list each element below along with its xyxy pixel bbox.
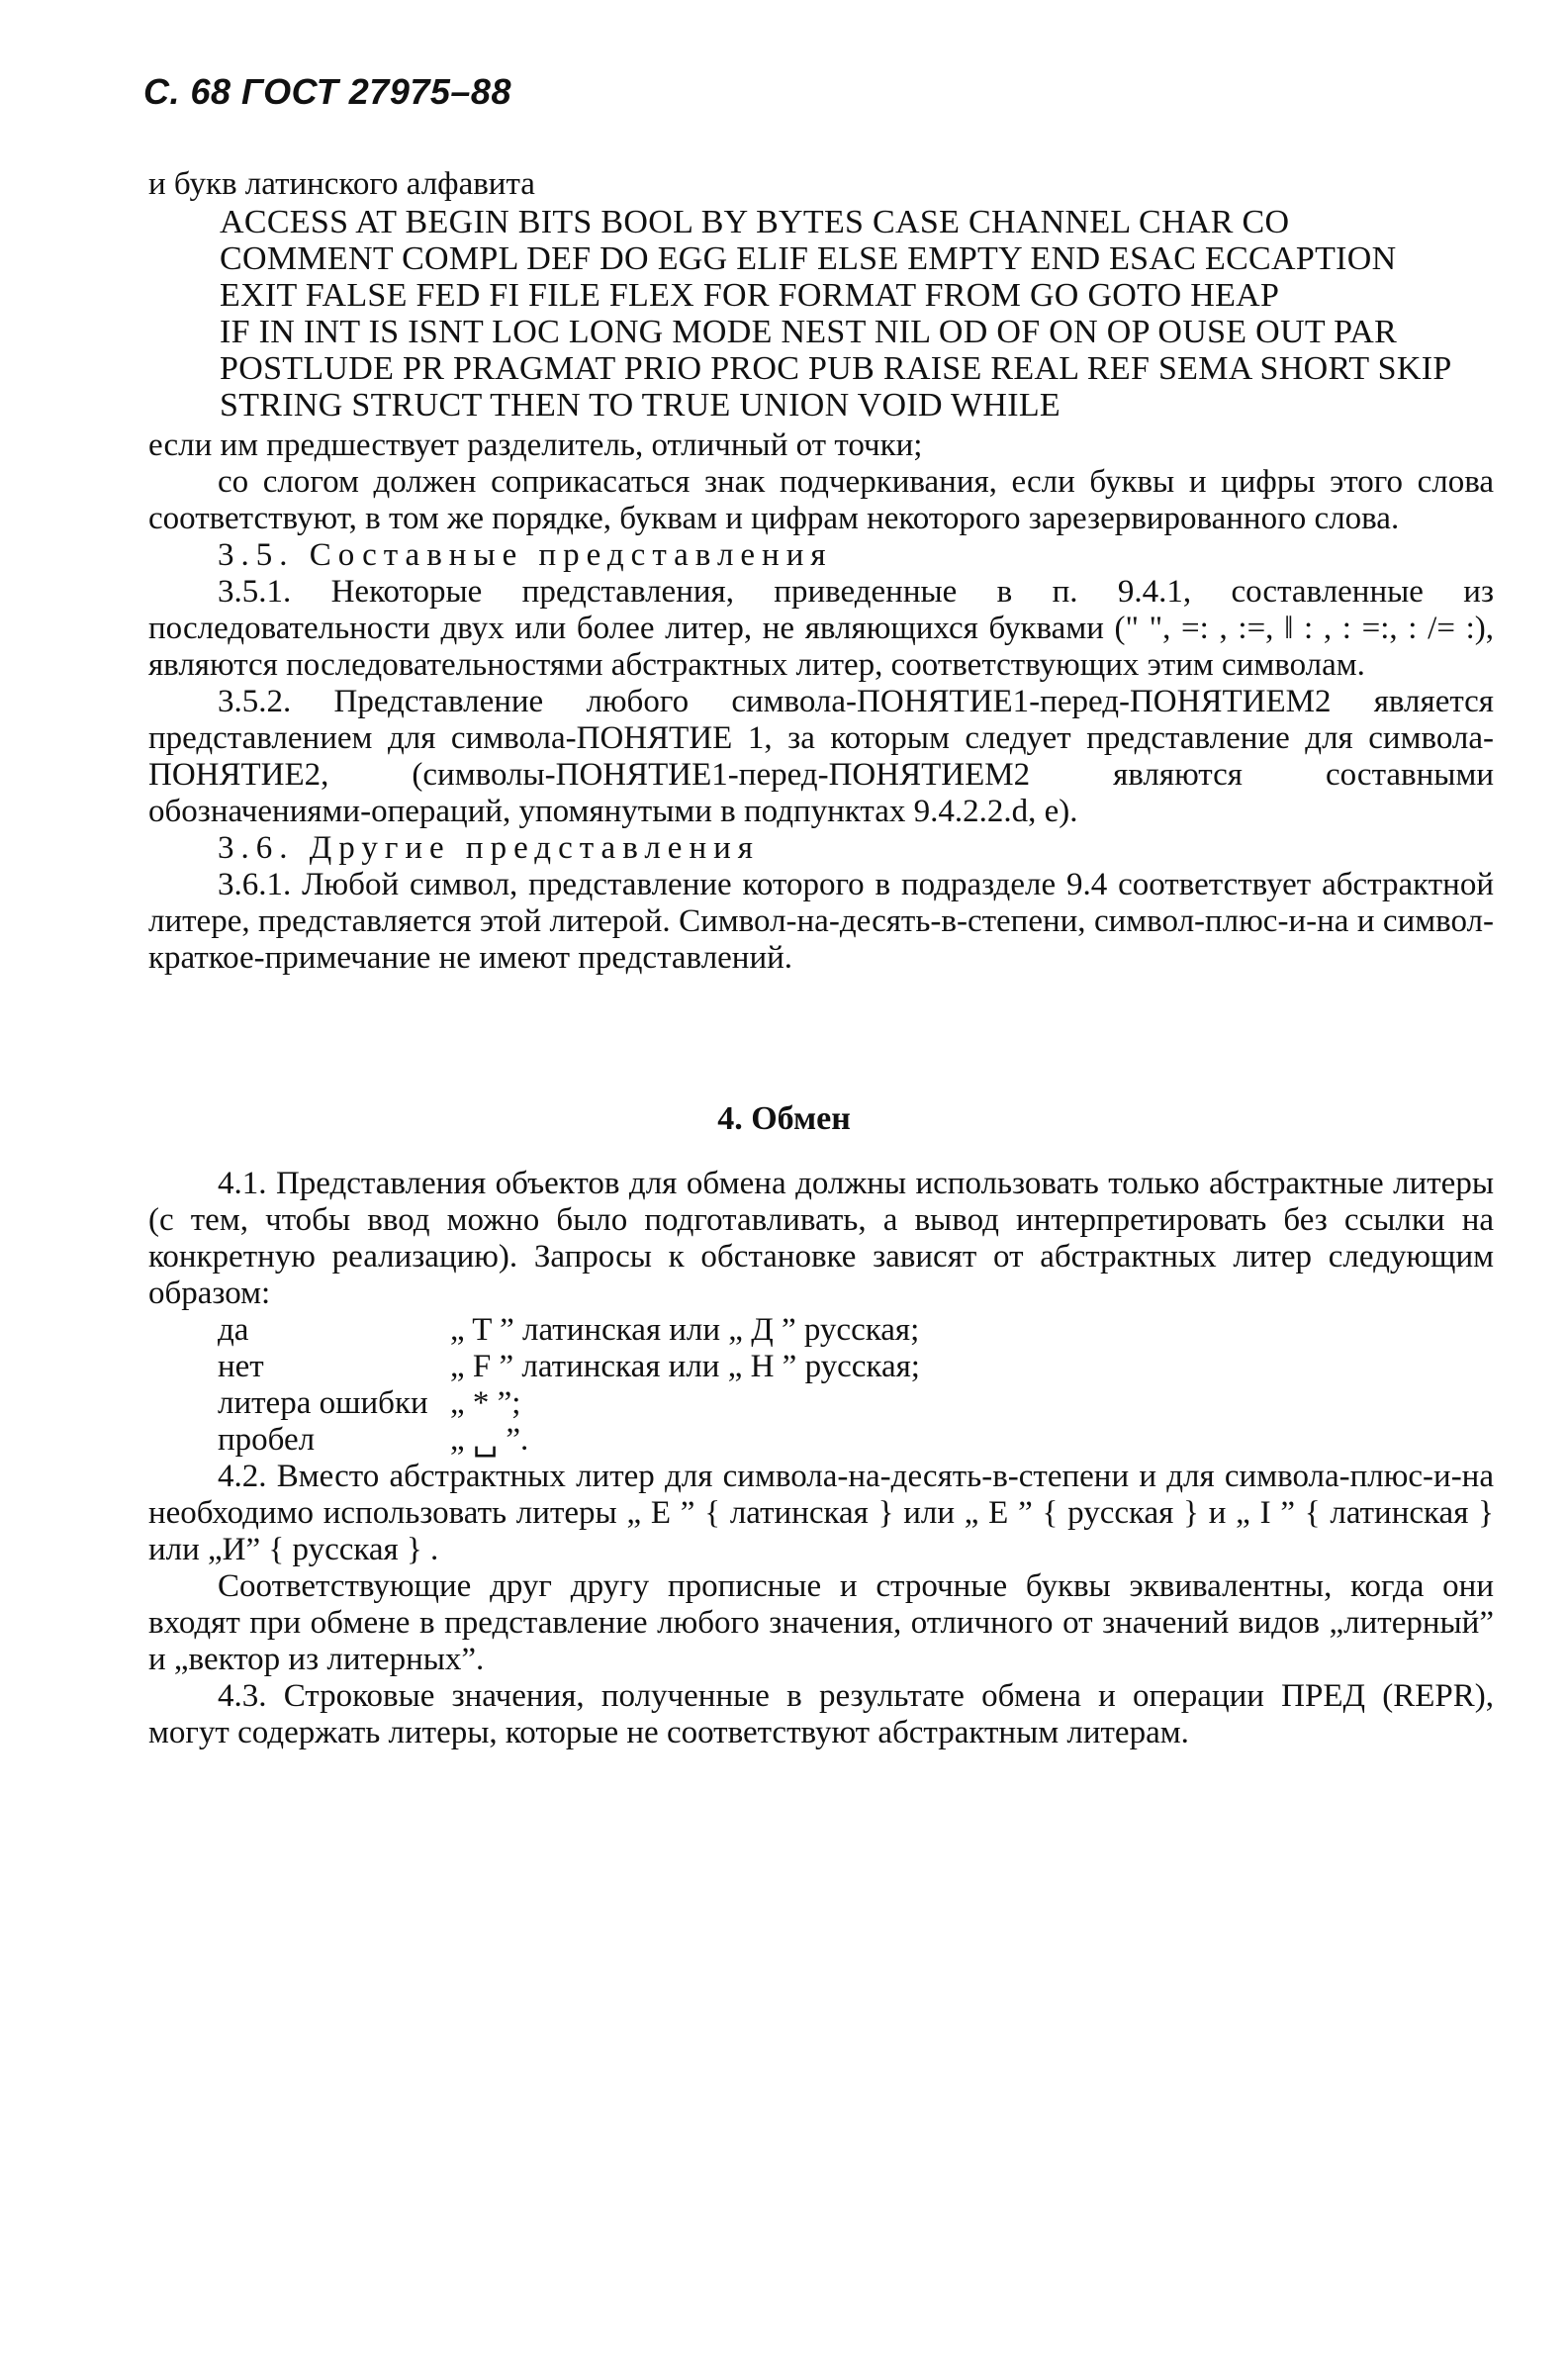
exchange-desc: „ * ”; (450, 1385, 521, 1421)
body-text-section-4 (148, 1166, 1494, 1751)
exchange-row (218, 1312, 1494, 1349)
paragraph-4-2: 4.2. Вместо абстрактных литер для символа-на-десять-в-степени и для символа-плюс-и-на необходимо использовать литеры „ E ” { латинская } или „ E ” { русская } и „ I ” { латинская } или „И” { русская } . (148, 1459, 1494, 1567)
exchange-row (218, 1349, 1494, 1385)
reserved-words-line: IF IN INT IS ISNT LOC LONG MODE NEST NIL OD OF ON OP OUSE OUT PAR (220, 314, 1398, 350)
intro-line: и букв латинского алфавита (148, 166, 535, 202)
section-3-5-title: 3.5. Составные представления (218, 537, 833, 573)
paragraph-3-5-2: 3.5.2. Представление любого символа-ПОНЯТИЕ1-перед-ПОНЯТИЕМ2 является представлением для символа-ПОНЯТИЕ 1, за которым следует представление для символа-ПОНЯТИЕ2, (символы-ПОНЯТИЕ1-перед-ПОНЯТИЕМ2 являются составными обозначениями-операций, упомянутыми в подпунктах 9.4.2.2.d, e). (148, 684, 1494, 829)
exchange-desc: „ ␣ ”. (450, 1422, 529, 1458)
exchange-table (218, 1312, 1494, 1459)
paragraph-3-5-1: 3.5.1. Некоторые представления, приведенные в п. 9.4.1, составленные из последовательности двух или более литер, не являющихся буквами (" ", =: , :=, ‖ : , : =:, : /= :), являются последовательностями абстрактных литер, соответствующих этим символам. (148, 574, 1494, 683)
exchange-term: пробел (218, 1422, 316, 1458)
intro-line-block (148, 166, 1494, 203)
exchange-row (218, 1422, 1494, 1459)
paragraph-4-2-continued: Соответствующие друг другу прописные и строчные буквы эквивалентны, когда они входят при обмене в представление любого значения, отличного от значений видов „литерный” и „вектор из литерных”. (148, 1568, 1494, 1677)
exchange-term: да (218, 1312, 249, 1348)
separator-rule: если им предшествует разделитель, отличный от точки; (148, 427, 923, 463)
reserved-words-line: ACCESS AT BEGIN BITS BOOL BY BYTES CASE CHANNEL CHAR CO (220, 204, 1290, 240)
exchange-term: литера ошибки (218, 1385, 428, 1421)
paragraph-4-3: 4.3. Строковые значения, полученные в результате обмена и операции ПРЕД (REPR), могут содержать литеры, которые не соответствуют абстрактным литерам. (148, 1678, 1494, 1750)
reserved-words-line: COMMENT COMPL DEF DO EGG ELIF ELSE EMPTY END ESAC ECCAPTION (220, 240, 1397, 277)
exchange-term: нет (218, 1349, 264, 1384)
section-3-6-title: 3.6. Другие представления (218, 830, 760, 866)
underscore-rule: со слогом должен соприкасаться знак подчеркивания, если буквы и цифры этого слова соответствуют, в том же порядке, буквам и цифрам некоторого зарезервированного слова. (148, 464, 1494, 536)
exchange-desc: „ T ” латинская или „ Д ” русская; (450, 1312, 920, 1348)
reserved-words-list (220, 204, 1496, 424)
reserved-words-line: STRING STRUCT THEN TO TRUE UNION VOID WHILE (220, 387, 1061, 424)
body-text-section-3 (148, 427, 1494, 977)
reserved-words-line: EXIT FALSE FED FI FILE FLEX FOR FORMAT FROM GO GOTO HEAP (220, 277, 1280, 314)
reserved-words-line: POSTLUDE PR PRAGMAT PRIO PROC PUB RAISE REAL REF SEMA SHORT SKIP (220, 350, 1452, 387)
page-header: С. 68 ГОСТ 27975–88 (143, 71, 511, 112)
exchange-row (218, 1385, 1494, 1422)
section-4-title: 4. Обмен (717, 1100, 851, 1137)
exchange-desc: „ F ” латинская или „ Н ” русская; (450, 1349, 920, 1384)
paragraph-4-1: 4.1. Представления объектов для обмена должны использовать только абстрактные литеры (с тем, чтобы ввод можно было подготавливать, а вывод интерпретировать без ссылки на конкретную реализацию). Запросы к обстановке зависят от абстрактных литер следующим образом: (148, 1166, 1494, 1311)
paragraph-3-6-1: 3.6.1. Любой символ, представление которого в подразделе 9.4 соответствует абстрактной литере, представляется этой литерой. Символ-на-десять-в-степени, символ-плюс-и-на и символ-краткое-примечание не имеют представлений. (148, 867, 1494, 976)
